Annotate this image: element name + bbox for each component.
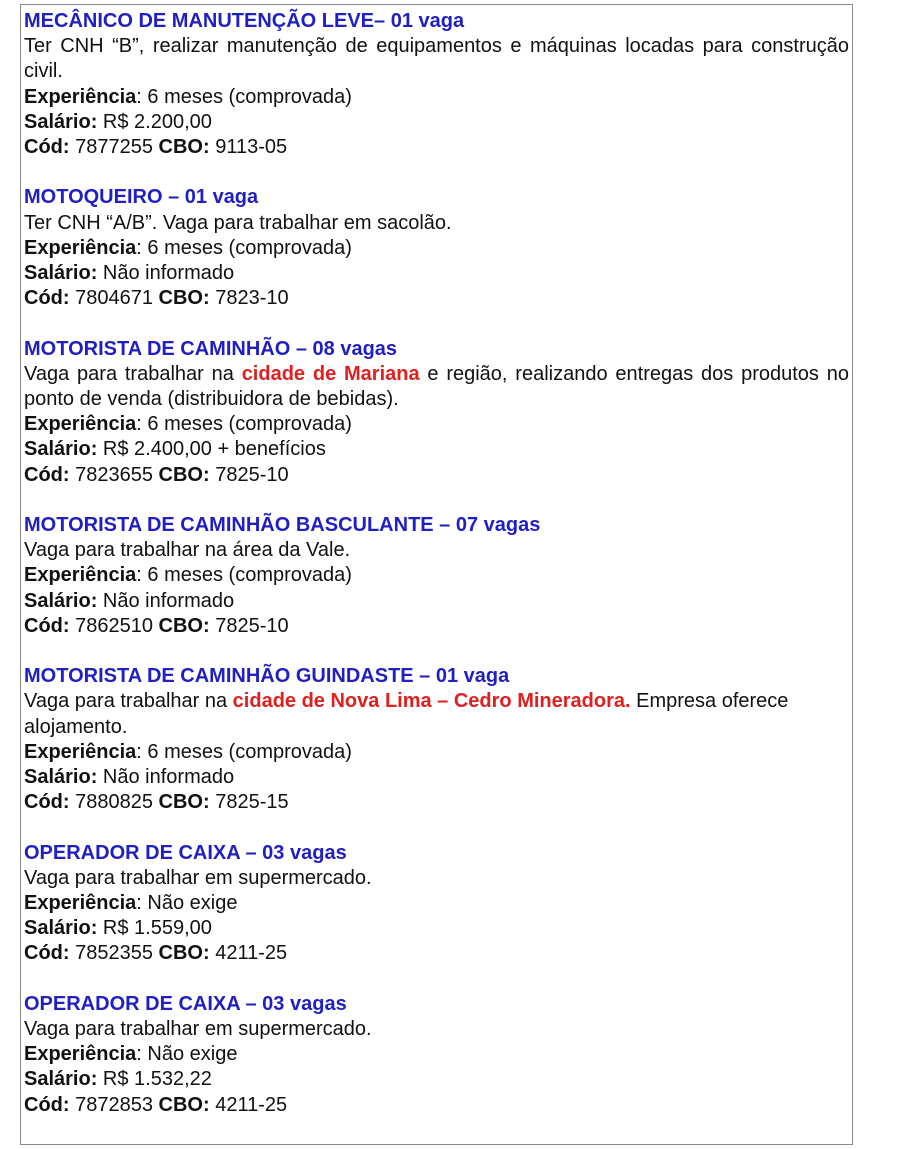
job-entry xyxy=(24,185,849,311)
experience-value: : 6 meses (comprovada) xyxy=(136,413,352,436)
job-description: Ter CNH “A/B”. Vaga para trabalhar em sacolão. xyxy=(24,211,452,234)
salary-line xyxy=(24,261,849,286)
salary-value: R$ 1.532,22 xyxy=(97,1068,212,1091)
description-text: Vaga para trabalhar na xyxy=(24,362,242,385)
cbo-value: 4211-25 xyxy=(209,942,288,965)
cbo-value: 4211-25 xyxy=(209,1093,288,1116)
experience-line xyxy=(24,740,849,765)
experience-label: Experiência xyxy=(24,740,137,763)
job-description: Vaga para trabalhar na área da Vale. xyxy=(24,539,351,562)
cod-label: Cód: xyxy=(24,791,70,814)
job-listing-frame xyxy=(20,4,853,1145)
salary-label: Salário: xyxy=(24,1068,98,1091)
experience-value: : 6 meses (comprovada) xyxy=(136,740,352,763)
job-description: Vaga para trabalhar em supermercado. xyxy=(24,1018,372,1041)
cod-value: 7823655 xyxy=(69,463,159,486)
experience-label: Experiência xyxy=(24,85,137,108)
job-title: MOTORISTA DE CAMINHÃO BASCULANTE – 07 vagas xyxy=(24,514,541,537)
salary-value: Não informado xyxy=(97,262,235,285)
salary-label: Salário: xyxy=(24,262,98,285)
salary-value: R$ 2.200,00 xyxy=(97,110,212,133)
experience-line xyxy=(24,236,849,261)
experience-value: : Não exige xyxy=(136,892,238,915)
job-description xyxy=(24,362,849,412)
experience-label: Experiência xyxy=(24,564,137,587)
job-entry xyxy=(24,337,849,488)
experience-line xyxy=(24,563,849,588)
salary-value: Não informado xyxy=(97,766,235,789)
cbo-label: CBO: xyxy=(158,942,210,965)
cbo-value: 7825-10 xyxy=(209,614,289,637)
job-title: OPERADOR DE CAIXA – 03 vagas xyxy=(24,992,347,1015)
experience-value: : 6 meses (comprovada) xyxy=(136,236,352,259)
description-text: Empresa oferece alojamento. xyxy=(24,690,789,738)
cbo-label: CBO: xyxy=(158,791,210,814)
experience-label: Experiência xyxy=(24,1043,137,1066)
experience-value: : 6 meses (comprovada) xyxy=(136,564,352,587)
salary-value: R$ 1.559,00 xyxy=(97,917,212,940)
code-line xyxy=(24,463,849,488)
salary-label: Salário: xyxy=(24,766,98,789)
cod-value: 7852355 xyxy=(69,942,159,965)
job-entry xyxy=(24,9,849,160)
code-line xyxy=(24,286,849,311)
experience-line xyxy=(24,412,849,437)
experience-value: : 6 meses (comprovada) xyxy=(136,85,352,108)
salary-line xyxy=(24,916,849,941)
code-line xyxy=(24,135,849,160)
job-title: OPERADOR DE CAIXA – 03 vagas xyxy=(24,841,347,864)
experience-line xyxy=(24,85,849,110)
salary-label: Salário: xyxy=(24,917,98,940)
location-highlight: cidade de Mariana xyxy=(241,362,420,385)
cod-label: Cód: xyxy=(24,614,70,637)
job-entry xyxy=(24,513,849,639)
cbo-label: CBO: xyxy=(158,463,210,486)
experience-label: Experiência xyxy=(24,236,137,259)
job-title: MECÂNICO DE MANUTENÇÃO LEVE– 01 vaga xyxy=(24,10,465,32)
location-highlight: cidade de Nova Lima – Cedro Mineradora. xyxy=(232,690,631,713)
cbo-label: CBO: xyxy=(158,136,210,159)
job-entry xyxy=(24,841,849,967)
salary-line xyxy=(24,765,849,790)
experience-label: Experiência xyxy=(24,413,137,436)
code-line xyxy=(24,790,849,815)
job-entry xyxy=(24,664,849,815)
cbo-value: 7825-15 xyxy=(209,791,289,814)
cbo-value: 9113-05 xyxy=(209,136,288,159)
cod-value: 7872853 xyxy=(69,1093,159,1116)
salary-label: Salário: xyxy=(24,110,98,133)
job-description: Ter CNH “B”, realizar manutenção de equipamentos e máquinas locadas para construção civil. xyxy=(24,35,849,83)
cbo-value: 7825-10 xyxy=(209,463,289,486)
cod-label: Cód: xyxy=(24,287,70,310)
job-title: MOTORISTA DE CAMINHÃO GUINDASTE – 01 vaga xyxy=(24,665,510,688)
salary-line xyxy=(24,437,849,462)
cod-value: 7862510 xyxy=(69,614,159,637)
experience-label: Experiência xyxy=(24,892,137,915)
job-entry xyxy=(24,992,849,1118)
cod-label: Cód: xyxy=(24,1093,70,1116)
cbo-label: CBO: xyxy=(158,287,210,310)
salary-value: R$ 2.400,00 + benefícios xyxy=(97,438,326,461)
job-description: Vaga para trabalhar em supermercado. xyxy=(24,866,372,889)
job-title: MOTOQUEIRO – 01 vaga xyxy=(24,186,259,209)
cod-label: Cód: xyxy=(24,136,70,159)
cbo-value: 7823-10 xyxy=(209,287,289,310)
description-text: Vaga para trabalhar na xyxy=(24,690,233,713)
cbo-label: CBO: xyxy=(158,1093,210,1116)
cod-value: 7804671 xyxy=(69,287,159,310)
salary-line xyxy=(24,110,849,135)
cbo-label: CBO: xyxy=(158,614,210,637)
description-text: e região, realizando entregas dos produtos no ponto de venda (distribuidora de bebidas). xyxy=(24,362,849,411)
experience-value: : Não exige xyxy=(136,1043,238,1066)
salary-line xyxy=(24,1067,849,1092)
salary-label: Salário: xyxy=(24,589,98,612)
experience-line xyxy=(24,891,849,916)
job-description xyxy=(24,689,849,739)
salary-value: Não informado xyxy=(97,589,235,612)
experience-line xyxy=(24,1042,849,1067)
cod-label: Cód: xyxy=(24,942,70,965)
cod-label: Cód: xyxy=(24,463,70,486)
salary-label: Salário: xyxy=(24,438,98,461)
code-line xyxy=(24,1093,849,1118)
salary-line xyxy=(24,589,849,614)
code-line xyxy=(24,941,849,966)
cod-value: 7877255 xyxy=(69,136,159,159)
cod-value: 7880825 xyxy=(69,791,159,814)
code-line xyxy=(24,614,849,639)
job-title: MOTORISTA DE CAMINHÃO – 08 vagas xyxy=(24,337,398,360)
